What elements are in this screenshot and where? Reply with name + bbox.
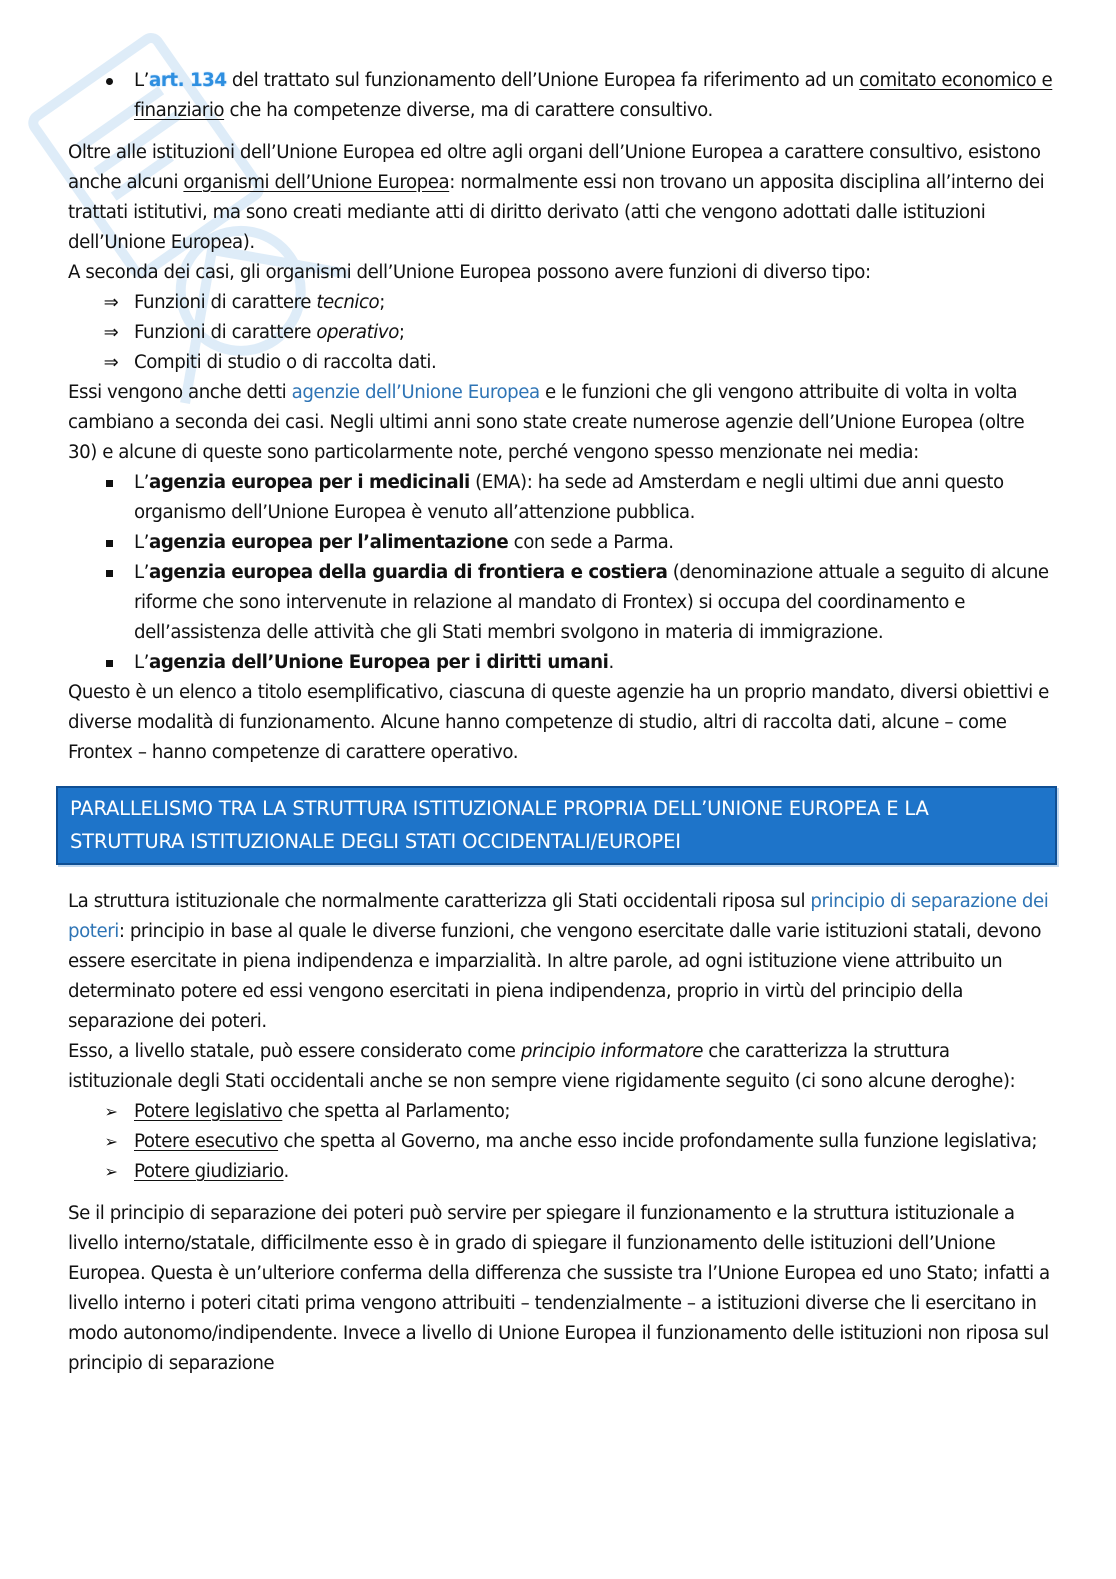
- list-item-agenzia: L’agenzia europea per l’alimentazione con sede a Parma.: [134, 532, 674, 553]
- section-heading: PARALLELISMO TRA LA STRUTTURA ISTITUZIONALE PROPRIA DELL’UNIONE EUROPEA E LA STRUTTURA ISTITUZIONALE DEGLI STATI OCCIDENTALI/EUROPEI: [56, 786, 1057, 865]
- double-arrow-icon: ⇒: [103, 322, 119, 343]
- list-item-funzione: ⇒ Funzioni di carattere tecnico;: [68, 288, 1053, 318]
- document-body: [68, 66, 1053, 1379]
- agenzie-highlight: agenzie dell’Unione Europea: [291, 382, 540, 403]
- paragraph-elenco: Questo è un elenco a titolo esemplificativo, ciascuna di queste agenzie ha un proprio mandato, diversi obiettivi e diverse modalità di funzionamento. Alcune hanno competenze di studio, altri di raccolta dati, alcune – come Frontex – hanno competenze di carattere operativo.: [68, 682, 1049, 763]
- triangle-arrow-icon: ➢: [104, 1102, 118, 1121]
- paragraph-funzioni-intro: A seconda dei casi, gli organismi dell’Unione Europea possono avere funzioni di diverso tipo:: [68, 262, 871, 283]
- paragraph-separazione: La struttura istituzionale che normalmente caratterizza gli Stati occidentali riposa sul principio di separazione dei poteri: principio in base al quale le diverse funzioni, che vengono esercitate dalle varie istituzioni statali, devono essere esercitate in piena indipendenza e imparzialità. In altre parole, ad ogni istituzione viene attribuito un determinato potere ed essi vengono esercitati in piena indipendenza, proprio in virtù del principio della separazione dei poteri.: [68, 891, 1049, 1032]
- triangle-arrow-icon: ➢: [104, 1132, 118, 1151]
- bullet-art134: L’art. 134 del trattato sul funzionamento dell’Unione Europea fa riferimento ad un comitato economico e finanziario che ha competenze diverse, ma di carattere consultivo.: [134, 70, 1053, 121]
- comitato-link: comitato economico e finanziario: [134, 70, 1053, 121]
- list-item-potere: ➢ Potere giudiziario.: [68, 1157, 1053, 1187]
- list-item-agenzia: L’agenzia dell’Unione Europea per i diritti umani.: [134, 652, 614, 673]
- list-item-agenzia: L’agenzia europea della guardia di frontiera e costiera (denominazione attuale a seguito di alcune riforme che sono intervenute in relazione al mandato di Frontex) si occupa del coordinamento e dell’assistenza delle attività che gli Stati membri svolgono in materia di immigrazione.: [134, 562, 1049, 643]
- double-arrow-icon: ⇒: [103, 352, 119, 373]
- triangle-arrow-icon: ➢: [104, 1162, 118, 1181]
- list-item-potere: ➢ Potere esecutivo che spetta al Governo, ma anche esso incide profondamente sulla funzione legislativa;: [68, 1127, 1053, 1157]
- list-item-agenzia: L’agenzia europea per i medicinali (EMA): ha sede ad Amsterdam e negli ultimi due anni questo organismo dell’Unione Europea è venuto all’attenzione pubblica.: [134, 472, 1004, 523]
- paragraph-finale: Se il principio di separazione dei poteri può servire per spiegare il funzionamento e la struttura istituzionale a livello interno/statale, difficilmente esso è in grado di spiegare il funzionamento delle istituzioni dell’Unione Europea. Questa è un’ulteriore conferma della differenza che sussiste tra l’Unione Europea ed uno Stato; infatti a livello interno i poteri citati prima vengono attribuiti – tendenzialmente – a istituzioni diverse che li esercitano in modo autonomo/indipendente. Invece a livello di Unione Europea il funzionamento delle istituzioni non riposa sul principio di separazione: [68, 1203, 1050, 1374]
- paragraph-informatore: Esso, a livello statale, può essere considerato come principio informatore che caratterizza la struttura istituzionale degli Stati occidentali anche se non sempre viene rigidamente seguito (ci sono alcune deroghe):: [68, 1041, 1016, 1092]
- organismi-underline: organismi dell’Unione Europea: [183, 172, 450, 193]
- separazione-highlight: principio di separazione dei poteri: [68, 891, 1049, 942]
- paragraph-agenzie: Essi vengono anche detti agenzie dell’Unione Europea e le funzioni che gli vengono attribuite di volta in volta cambiano a seconda dei casi. Negli ultimi anni sono state create numerose agenzie dell’Unione Europea (oltre 30) e alcune di queste sono particolarmente note, perché vengono spesso menzionate nei media:: [68, 382, 1025, 463]
- list-item-potere: ➢ Potere legislativo che spetta al Parlamento;: [68, 1097, 1053, 1127]
- double-arrow-icon: ⇒: [103, 292, 119, 313]
- list-item-funzione: ⇒ Funzioni di carattere operativo;: [68, 318, 1053, 348]
- article-reference: art. 134: [149, 70, 227, 91]
- paragraph-organismi: Oltre alle istituzioni dell’Unione Europea ed oltre agli organi dell’Unione Europea a carattere consultivo, esistono anche alcuni organismi dell’Unione Europea: normalmente essi non trovano un apposita disciplina all’interno dei trattati istitutivi, ma sono creati mediante atti di diritto derivato (atti che vengono adottati dalle istituzioni dell’Unione Europea).: [68, 142, 1045, 253]
- list-item-funzione: ⇒ Compiti di studio o di raccolta dati.: [68, 348, 1053, 378]
